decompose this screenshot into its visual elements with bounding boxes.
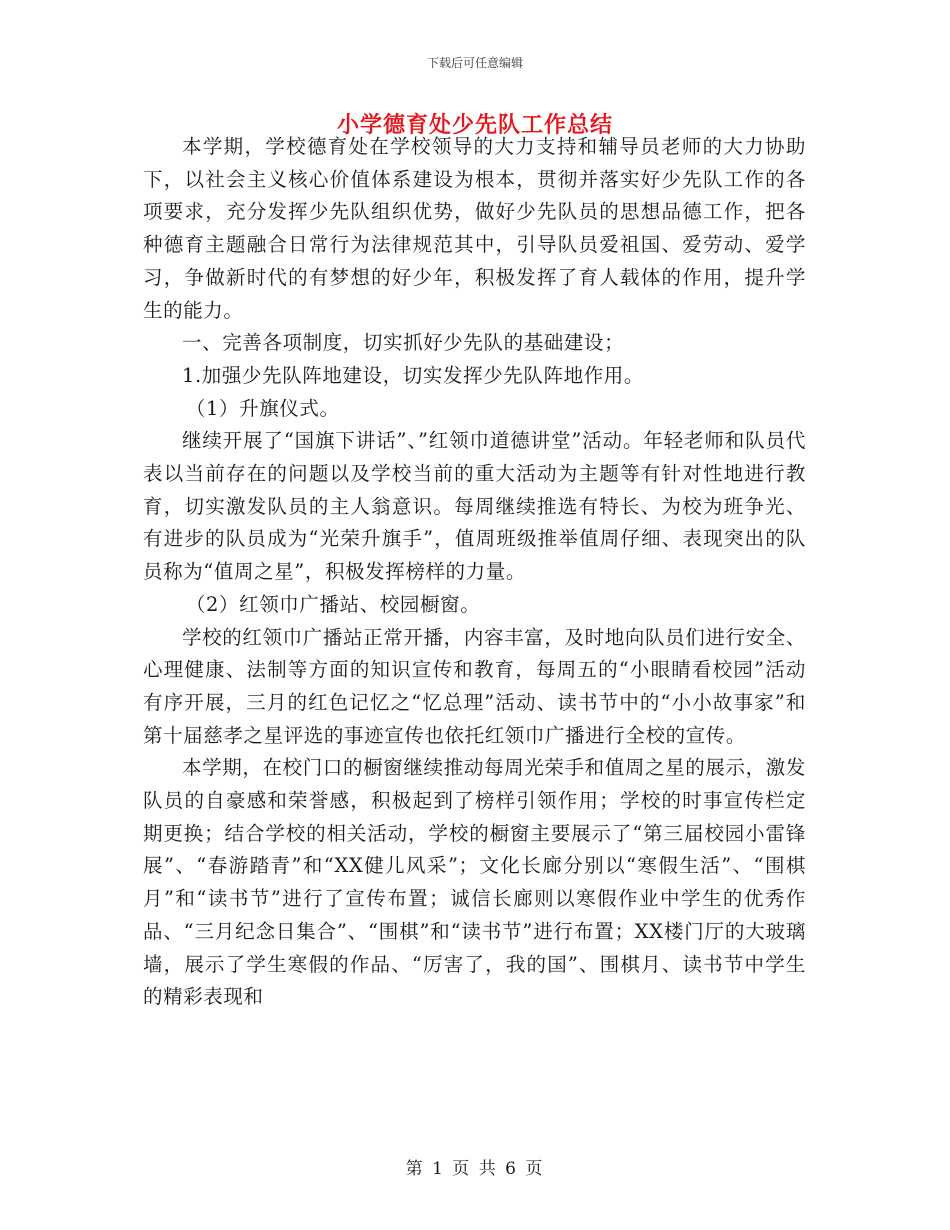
paragraph-intro: 本学期，学校德育处在学校领导的大力支持和辅导员老师的大力协助下，以社会主义核心价值体系建设为根本，贯彻并落实好少先队工作的各项要求，充分发挥少先队组织优势，做好少先队员的思想品德工作，把各种德育主题融合日常行为法律规范其中，引导队员爱祖国、爱劳动、爱学习，争做新时代的有梦想的好少年，积极发挥了育人载体的作用，提升学生的能力。 [143,135,806,322]
page-number: 第 1 页 共 6 页 [405,1159,545,1179]
document-title: 小学德育处少先队工作总结 [336,112,613,138]
item-heading-flag-ceremony: （1）升旗仪式。 [185,396,340,420]
paragraph-showcase: 本学期，在校门口的橱窗继续推动每周光荣手和值周之星的展示，激发队员的自豪感和荣誉感，积极起到了榜样引领作用；学校的时事宣传栏定期更换；结合学校的相关活动，学校的橱窗主要展示了“第三届校园小雷锋展”、“春游踏青”和“XX健儿风采”；文化长廊分别以“寒假生活”、“围棋月”和“读书节”进行了宣传布置；诚信长廊则以寒假作业中学生的优秀作品、“三月纪念日集合”、“围棋”和“读书节”进行布置；XX楼门厅的大玻璃墙，展示了学生寒假的作品、“厉害了，我的国”、围棋月、读书节中学生的精彩表现和 [143,756,806,1009]
paragraph-broadcast: 学校的红领巾广播站正常开播，内容丰富，及时地向队员们进行安全、心理健康、法制等方面的知识宣传和教育，每周五的“小眼睛看校园”活动有序开展，三月的红色记忆之“忆总理”活动、读书节中的“小小故事家”和第十届慈孝之星评选的事迹宣传也依托红领巾广播进行全校的宣传。 [143,625,806,747]
section-heading-1: 一、完善各项制度，切实抓好少先队的基础建设； [182,331,625,355]
page-header-note: 下载后可任意编辑 [426,56,523,70]
paragraph-flag-ceremony: 继续开展了“国旗下讲话”、”红领巾道德讲堂”活动。年轻老师和队员代表以当前存在的问题以及学校当前的重大活动为主题等有针对性地进行教育，切实激发队员的主人翁意识。每周继续推选有特长、为校为班争光、有进步的队员成为“光荣升旗手”，值周班级推举值周仔细、表现突出的队员称为“值周之星”，积极发挥榜样的力量。 [143,429,806,584]
document-body [143,131,806,1014]
subsection-heading-1: 1.加强少先队阵地建设，切实发挥少先队阵地作用。 [182,363,645,387]
item-heading-broadcast: （2）红领巾广播站、校园橱窗。 [185,592,481,616]
